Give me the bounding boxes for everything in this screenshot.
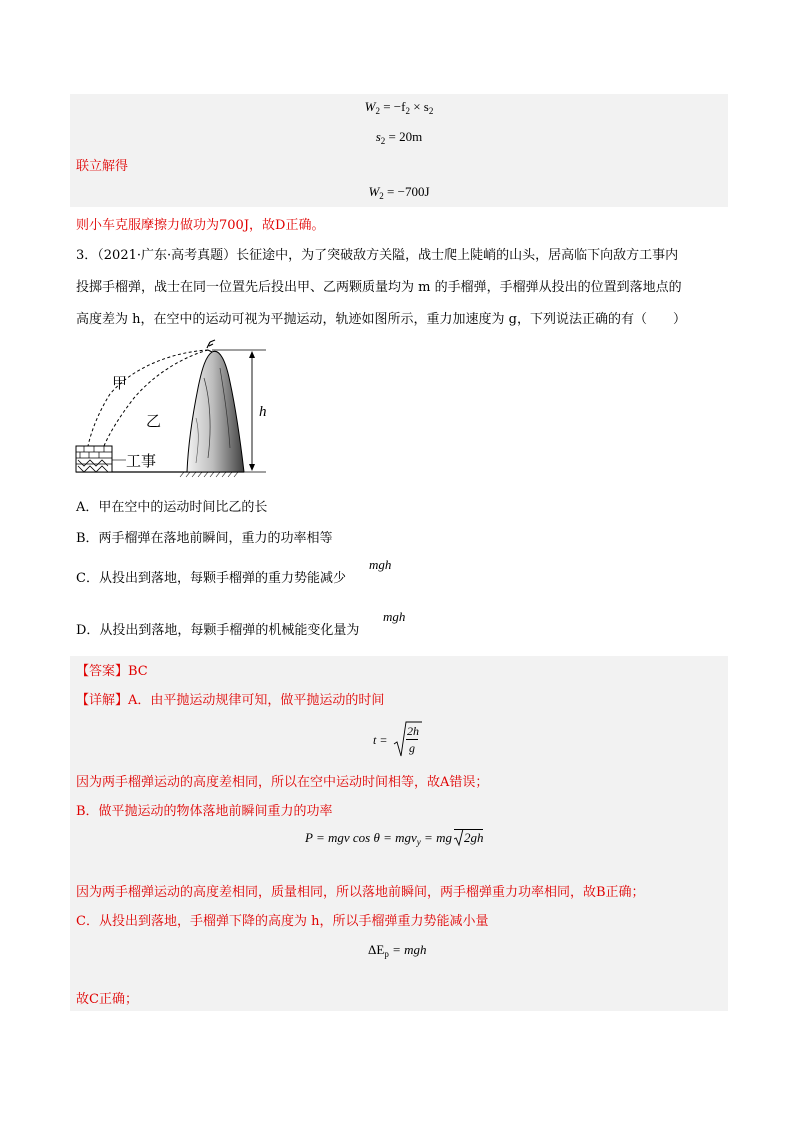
option-a: A．甲在空中的运动时间比乙的长 <box>76 500 268 515</box>
question-line-3: 高度差为 h，在空中的运动可视为平抛运动，轨迹如图所示，重力加速度为 g，下列说法正确的有（ ） <box>76 312 686 327</box>
figure-svg <box>74 338 284 480</box>
bunker-icon <box>76 446 112 472</box>
formula-power: P = mgv cos θ = mgv$_y$ = mg 2gh <box>305 830 484 847</box>
label-gongshi: 工事 <box>126 452 157 470</box>
projectile-figure <box>74 338 284 480</box>
b-conclusion: 因为两手榴弹运动的高度差相同，质量相同，所以落地前瞬间，两手榴弹重力功率相同，故B正确； <box>76 885 645 900</box>
c-conclusion: 故C正确； <box>76 992 138 1007</box>
b-intro: B．做平抛运动的物体落地前瞬间重力的功率 <box>76 804 333 819</box>
c-intro: C．从投出到落地，手榴弹下降的高度为 h，所以手榴弹重力势能减小量 <box>76 914 489 929</box>
sqrt-2gh: 2gh <box>454 829 484 846</box>
option-d-math: mgh <box>383 609 406 624</box>
detail-label: 【详解】 <box>76 693 129 708</box>
question-line-1: 3．（2021·广东·高考真题）长征途中，为了突破敌方关隘，战士爬上陡峭的山头，居高临下向敌方工事内 <box>76 248 679 263</box>
question-line-2: 投掷手榴弹，战士在同一位置先后投出甲、乙两颗质量均为 m 的手榴弹，手榴弹从投出的位置到落地点的 <box>76 280 682 295</box>
conclusion-d: 则小车克服摩擦力做功为700J，故D正确。 <box>76 218 325 233</box>
label-yi: 乙 <box>146 412 162 430</box>
equation-w2-result: $W_2 = -700J$ <box>368 184 430 201</box>
detail-a: A．由平抛运动规律可知，做平抛运动的时间 <box>128 693 385 708</box>
option-d: D．从投出到落地，每颗手榴弹的机械能变化量为 <box>76 623 360 638</box>
a-conclusion: 因为两手榴弹运动的高度差相同，所以在空中运动时间相等，故A错误； <box>76 775 489 790</box>
formula-energy: $\Delta E_p$ = mgh <box>368 942 427 959</box>
ground-hatch <box>180 472 238 477</box>
option-c-math: mgh <box>369 557 392 572</box>
label-h: h <box>259 404 267 420</box>
equation-w2: $W_2 = -f_2 \times s_2$ <box>364 99 434 116</box>
trajectory-jia <box>88 350 208 446</box>
answer-value: BC <box>128 664 148 679</box>
answer-line <box>76 663 148 681</box>
label-jia: 甲 <box>112 374 128 392</box>
equation-s2: $s_2 = 20m$ <box>375 129 423 146</box>
option-b: B．两手榴弹在落地前瞬间，重力的功率相等 <box>76 531 333 546</box>
answer-label: 【答案】 <box>76 664 129 679</box>
detail-a-line <box>76 692 384 710</box>
mountain-shape <box>187 351 244 472</box>
combined-label: 联立解得 <box>76 159 129 174</box>
option-c: C．从投出到落地，每颗手榴弹的重力势能减少 <box>76 571 346 586</box>
